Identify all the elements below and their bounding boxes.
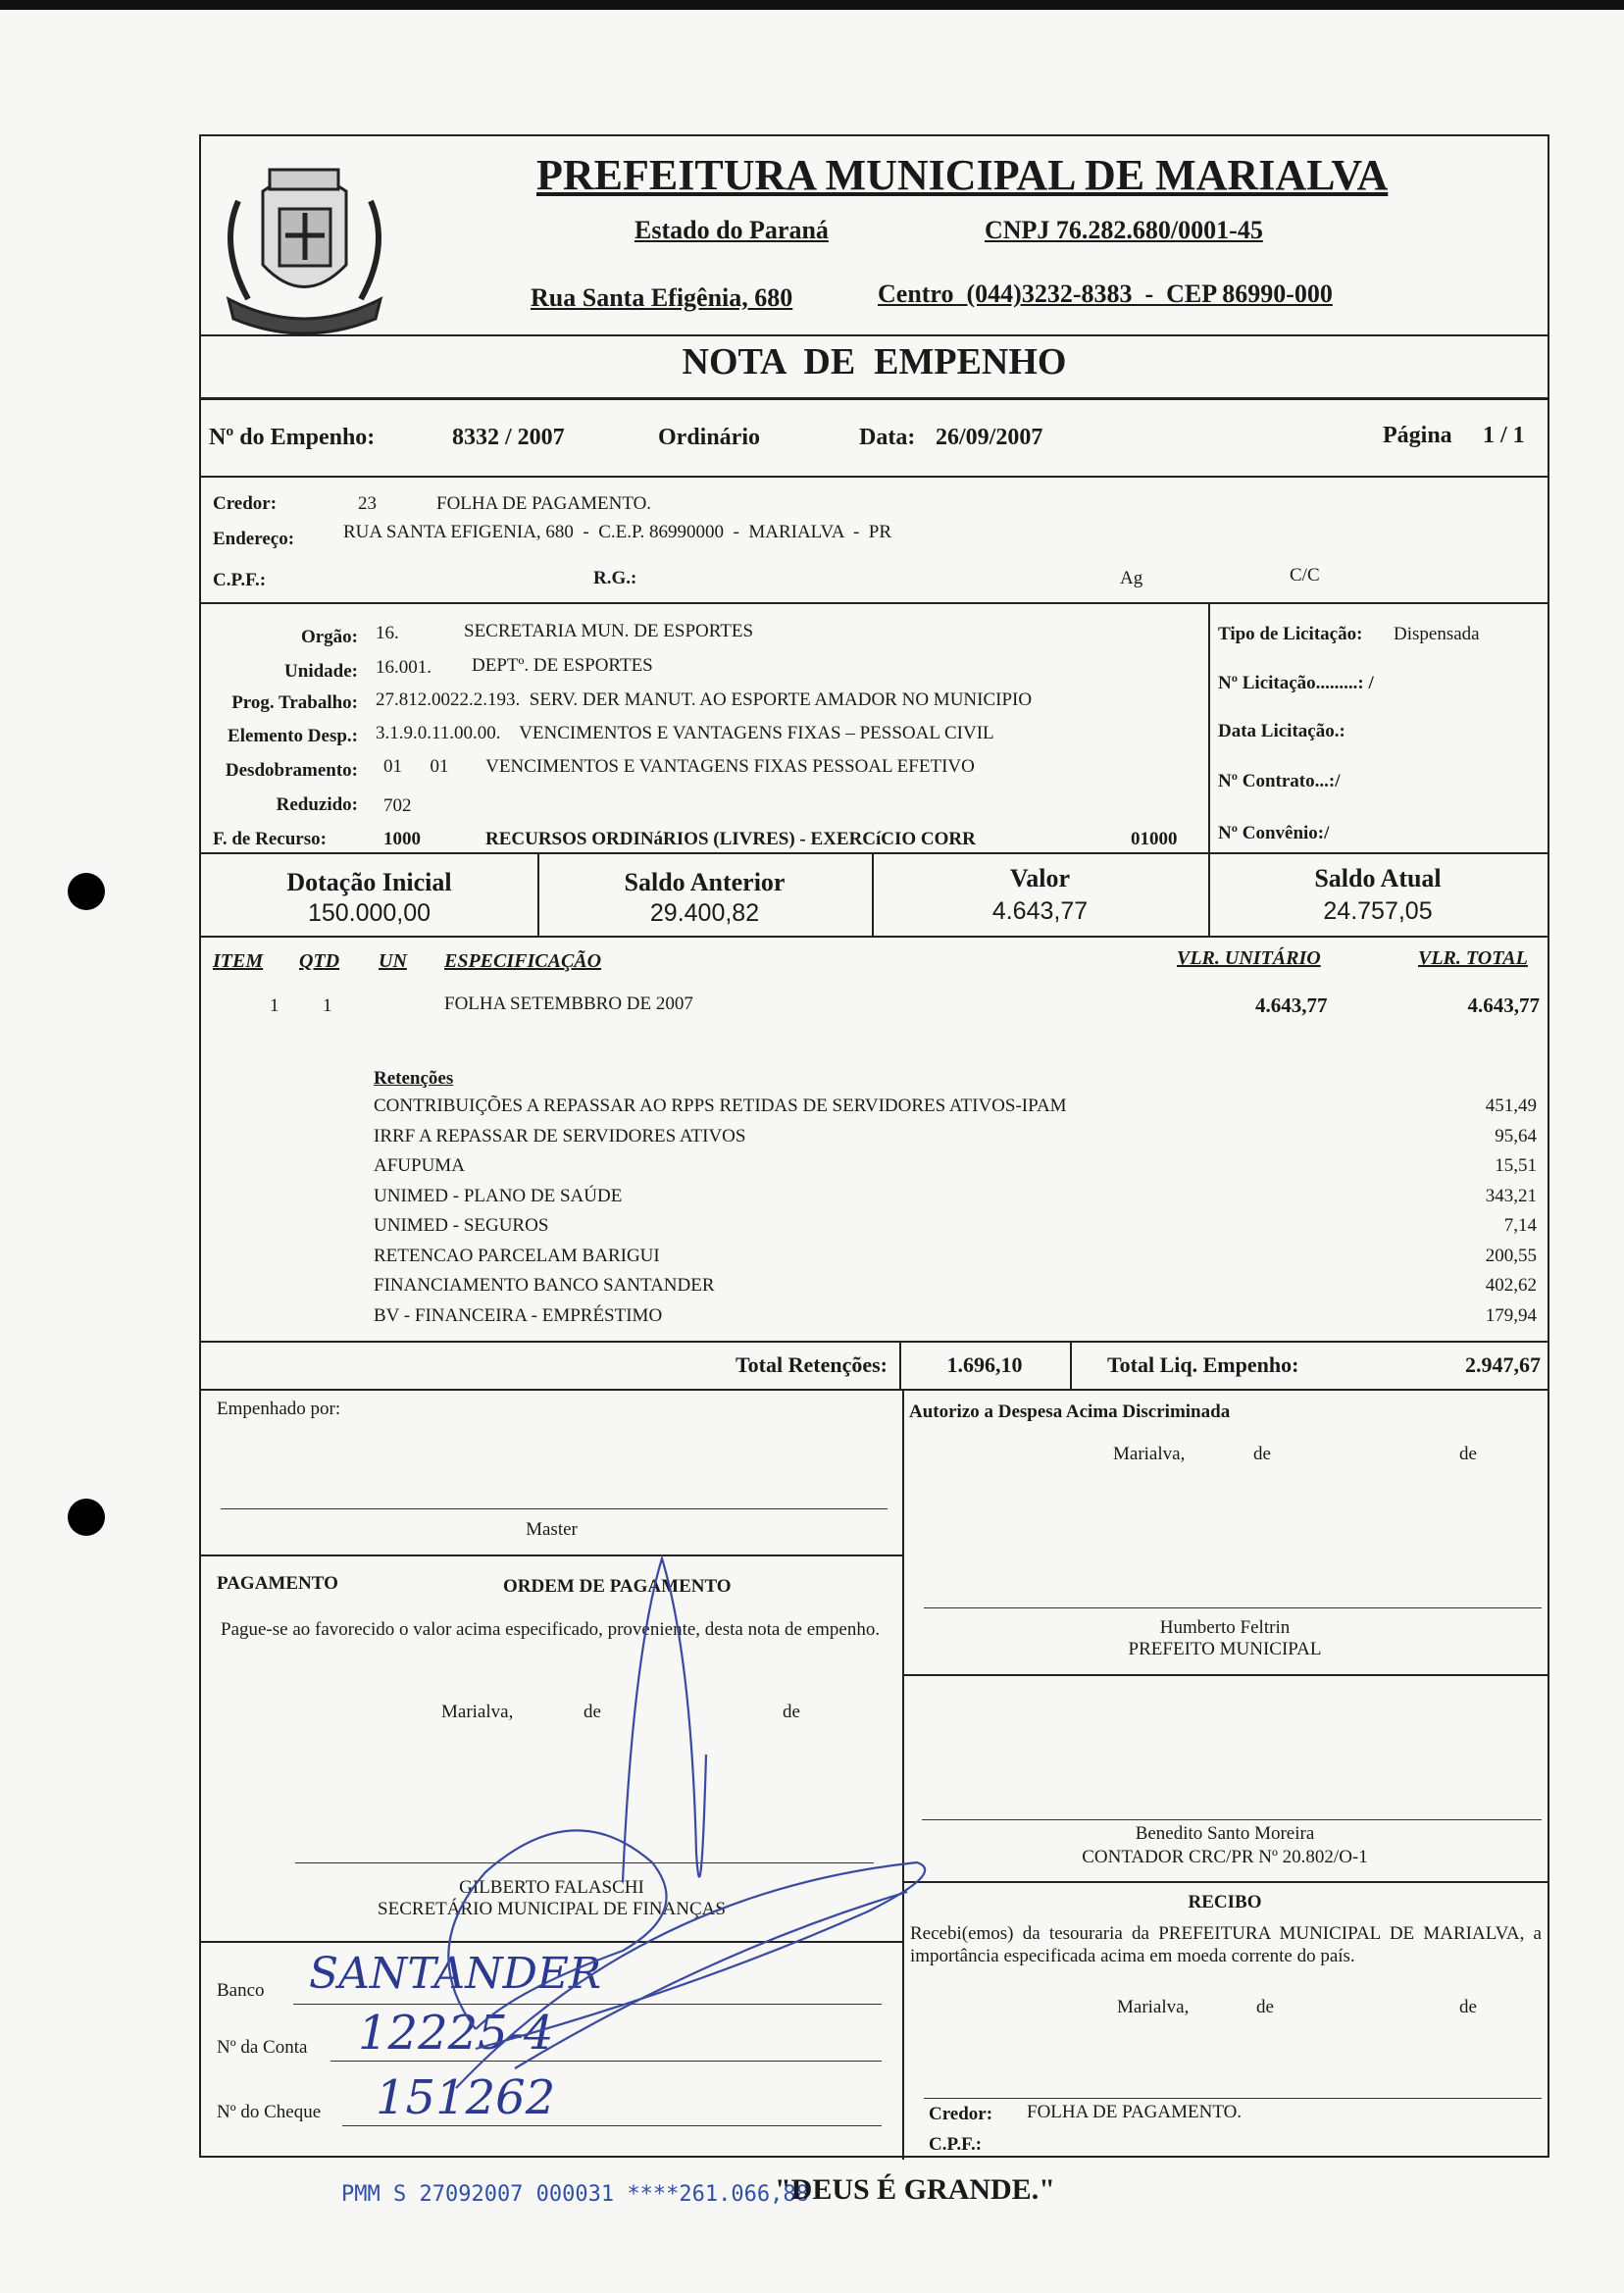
tipo-licitacao: Dispensada	[1394, 624, 1480, 644]
pagamento-text: Pague-se ao favorecido o valor acima especificado, proveniente, desta nota de empenho.	[221, 1619, 881, 1640]
document-title: NOTA DE EMPENHO	[682, 341, 1067, 382]
divider	[201, 476, 1548, 478]
recibo-credor: FOLHA DE PAGAMENTO.	[1027, 2102, 1243, 2122]
punch-hole	[68, 873, 105, 910]
secretario-role: SECRETÁRIO MUNICIPAL DE FINANÇAS	[378, 1899, 726, 1919]
banco-label: Banco	[217, 1980, 265, 2001]
col-un-header: UN	[379, 950, 407, 972]
agency-label: Ag	[1120, 568, 1143, 588]
motto: "DEUS É GRANDE."	[775, 2173, 1055, 2206]
nota-de-empenho-form	[199, 134, 1549, 2158]
bank-stamp: PMM S 27092007 000031 ****261.066,88	[341, 2182, 809, 2207]
retencao-description: CONTRIBUIÇÕES A REPASSAR AO RPPS RETIDAS DE SERVIDORES ATIVOS-IPAM	[374, 1096, 1067, 1116]
divider	[201, 397, 1548, 400]
recibo-text: Recebi(emos) da tesouraria da PREFEITURA MUNICIPAL DE MARIALVA, a importância especificada acima em moeda corrente do país.	[910, 1923, 1542, 1966]
divider	[201, 852, 1548, 854]
valor: 4.643,77	[991, 897, 1089, 925]
empenho-number: 8332 / 2007	[452, 425, 565, 450]
dotacao-inicial-label: Dotação Inicial	[286, 868, 452, 896]
credor-name: FOLHA DE PAGAMENTO.	[436, 493, 652, 514]
retencao-value: 402,62	[1485, 1275, 1537, 1296]
conta-handwritten: 12225-4	[358, 2006, 554, 2061]
saldo-anterior-label: Saldo Anterior	[624, 868, 786, 896]
retencao-value: 95,64	[1495, 1125, 1537, 1146]
recibo-de-1: de	[1256, 1997, 1274, 2017]
cheque-handwritten: 151262	[376, 2070, 556, 2125]
desdobramento-label: Desdobramento:	[225, 760, 358, 781]
col-spec-header: ESPECIFICAÇÃO	[444, 950, 602, 972]
ordem-pagamento-label: ORDEM DE PAGAMENTO	[503, 1576, 732, 1597]
retencao-description: UNIMED - PLANO DE SAÚDE	[374, 1185, 623, 1206]
recurso-label: F. de Recurso:	[213, 829, 327, 849]
date-label: Data:	[859, 425, 916, 450]
rg-label: R.G.:	[593, 568, 637, 588]
empenho-number-label: Nº do Empenho:	[209, 425, 376, 450]
orgao: SECRETARIA MUN. DE ESPORTES	[464, 621, 754, 641]
autorizo-place: Marialva,	[1113, 1444, 1186, 1464]
item-total-value: 4.643,77	[1467, 994, 1540, 1017]
retencao-value: 15,51	[1495, 1155, 1537, 1176]
col-total-value-header: VLR. TOTAL	[1418, 947, 1528, 969]
recurso: RECURSOS ORDINáRIOS (LIVRES) - EXERCíCIO CORR	[485, 829, 976, 849]
retencoes-title: Retenções	[374, 1068, 454, 1089]
secretario-name: GILBERTO FALASCHI	[459, 1877, 644, 1898]
prefeito-role: PREFEITO MUNICIPAL	[1128, 1639, 1322, 1659]
item-qtd: 1	[323, 995, 332, 1016]
district-phone-cep: Centro (044)3232-8383 - CEP 86990-000	[878, 280, 1333, 308]
divider	[902, 1881, 1548, 1883]
empenho-type: Ordinário	[658, 425, 761, 450]
divider	[201, 602, 1548, 604]
item-number: 1	[270, 995, 279, 1016]
recibo-title: RECIBO	[1188, 1892, 1262, 1912]
credor-label: Credor:	[213, 493, 278, 514]
desdobramento: 01 01 VENCIMENTOS E VANTAGENS FIXAS PESSOAL EFETIVO	[383, 756, 975, 777]
retencao-description: IRRF A REPASSAR DE SERVIDORES ATIVOS	[374, 1125, 746, 1146]
cpf-label: C.P.F.:	[213, 570, 267, 590]
item-unit-value: 4.643,77	[1255, 994, 1328, 1017]
numero-contrato: Nº Contrato...:/	[1218, 771, 1341, 791]
recibo-place: Marialva,	[1117, 1997, 1190, 2017]
saldo-anterior: 29.400,82	[649, 899, 760, 927]
orgao-code: 16.	[376, 623, 399, 643]
divider	[201, 1389, 1548, 1391]
item-spec: FOLHA SETEMBBRO DE 2007	[444, 994, 693, 1014]
retencao-description: AFUPUMA	[374, 1155, 465, 1176]
retencao-description: RETENCAO PARCELAM BARIGUI	[374, 1245, 660, 1266]
account-label: C/C	[1290, 565, 1320, 586]
municipality-title: PREFEITURA MUNICIPAL DE MARIALVA	[536, 151, 1389, 199]
cheque-line	[342, 2125, 882, 2126]
divider	[902, 1674, 1548, 1676]
numero-licitacao: Nº Licitação.........: /	[1218, 673, 1374, 693]
empenhado-por-label: Empenhado por:	[217, 1399, 341, 1419]
recurso-code-2: 01000	[1131, 829, 1178, 849]
saldo-atual-label: Saldo Atual	[1314, 864, 1442, 892]
col-item-header: ITEM	[213, 950, 264, 972]
total-liquido-label: Total Liq. Empenho:	[1107, 1352, 1299, 1377]
retencao-value: 200,55	[1485, 1245, 1537, 1266]
data-licitacao: Data Licitação.:	[1218, 721, 1345, 741]
unidade: DEPTº. DE ESPORTES	[472, 655, 653, 676]
pagamento-de-2: de	[783, 1702, 800, 1722]
signature-line	[924, 2098, 1542, 2099]
total-retencoes: 1.696,10	[946, 1352, 1023, 1377]
signature-scribble	[397, 1539, 946, 2108]
saldo-atual: 24.757,05	[1323, 897, 1433, 925]
recurso-code: 1000	[383, 829, 421, 849]
retencao-value: 343,21	[1485, 1185, 1537, 1206]
divider	[201, 334, 1548, 336]
page-number: 1 / 1	[1483, 423, 1525, 448]
retencao-description: FINANCIAMENTO BANCO SANTANDER	[374, 1275, 715, 1296]
numero-convenio: Nº Convênio:/	[1218, 823, 1330, 843]
dotacao-inicial: 150.000,00	[307, 899, 431, 927]
punch-hole	[68, 1499, 105, 1536]
credor-code: 23	[358, 493, 377, 514]
prog-trabalho: 27.812.0022.2.193. SERV. DER MANUT. AO ESPORTE AMADOR NO MUNICIPIO	[376, 689, 1033, 710]
retencao-value: 7,14	[1503, 1215, 1537, 1236]
empenho-date: 26/09/2007	[936, 425, 1043, 450]
orgao-label: Orgão:	[300, 627, 358, 647]
total-retencoes-label: Total Retenções:	[736, 1352, 888, 1377]
recibo-credor-label: Credor:	[929, 2104, 993, 2124]
state-name: Estado do Paraná	[634, 216, 829, 244]
signature-line	[221, 1508, 888, 1509]
contador-name: Benedito Santo Moreira	[1135, 1823, 1315, 1844]
scan-top-edge	[0, 0, 1624, 10]
divider	[201, 1341, 1548, 1343]
unidade-label: Unidade:	[284, 661, 358, 682]
divider	[201, 936, 1548, 938]
elemento-despesa: 3.1.9.0.11.00.00. VENCIMENTOS E VANTAGENS FIXAS – PESSOAL CIVIL	[376, 723, 994, 743]
retencao-value: 179,94	[1485, 1304, 1537, 1326]
endereco-label: Endereço:	[213, 529, 295, 549]
col-qtd-header: QTD	[299, 950, 340, 972]
recibo-cpf-label: C.P.F.:	[929, 2134, 983, 2155]
pagamento-label: PAGAMENTO	[217, 1573, 338, 1594]
pagamento-de-1: de	[584, 1702, 601, 1722]
retencao-description: BV - FINANCEIRA - EMPRÉSTIMO	[374, 1304, 663, 1326]
cnpj: CNPJ 76.282.680/0001-45	[985, 216, 1263, 244]
unidade-code: 16.001.	[376, 657, 431, 678]
recibo-de-2: de	[1459, 1997, 1477, 2017]
coat-of-arms-icon	[209, 152, 400, 338]
elemento-despesa-label: Elemento Desp.:	[228, 726, 358, 746]
retencao-value: 451,49	[1485, 1096, 1537, 1116]
divider	[1070, 1341, 1072, 1389]
divider	[1208, 602, 1210, 852]
retencao-description: UNIMED - SEGUROS	[374, 1215, 549, 1236]
endereco: RUA SANTA EFIGENIA, 680 - C.E.P. 86990000 - MARIALVA - PR	[343, 522, 892, 542]
address: Rua Santa Efigênia, 680	[531, 283, 793, 312]
tipo-licitacao-label: Tipo de Licitação:	[1218, 624, 1363, 644]
empenhado-por-name: Master	[526, 1519, 578, 1540]
autorizo-de-1: de	[1253, 1444, 1271, 1464]
prefeito-name: Humberto Feltrin	[1159, 1617, 1291, 1638]
signature-line	[924, 1607, 1542, 1608]
conta-label: Nº da Conta	[217, 2037, 308, 2058]
page-label: Página	[1383, 423, 1452, 448]
cheque-label: Nº do Cheque	[217, 2102, 322, 2122]
autorizo-label: Autorizo a Despesa Acima Discriminada	[909, 1401, 1231, 1422]
prog-trabalho-label: Prog. Trabalho:	[231, 692, 358, 713]
valor-label: Valor	[1009, 864, 1071, 892]
col-unit-value-header: VLR. UNITÁRIO	[1177, 947, 1321, 969]
banco-handwritten: SANTANDER	[309, 1949, 602, 1999]
pagamento-place: Marialva,	[441, 1702, 514, 1722]
reduzido-label: Reduzido:	[276, 794, 358, 815]
contador-role: CONTADOR CRC/PR Nº 20.802/O-1	[1082, 1847, 1368, 1867]
autorizo-de-2: de	[1459, 1444, 1477, 1464]
reduzido: 702	[383, 795, 412, 816]
signature-line	[922, 1819, 1542, 1820]
total-liquido: 2.947,67	[1465, 1352, 1541, 1377]
